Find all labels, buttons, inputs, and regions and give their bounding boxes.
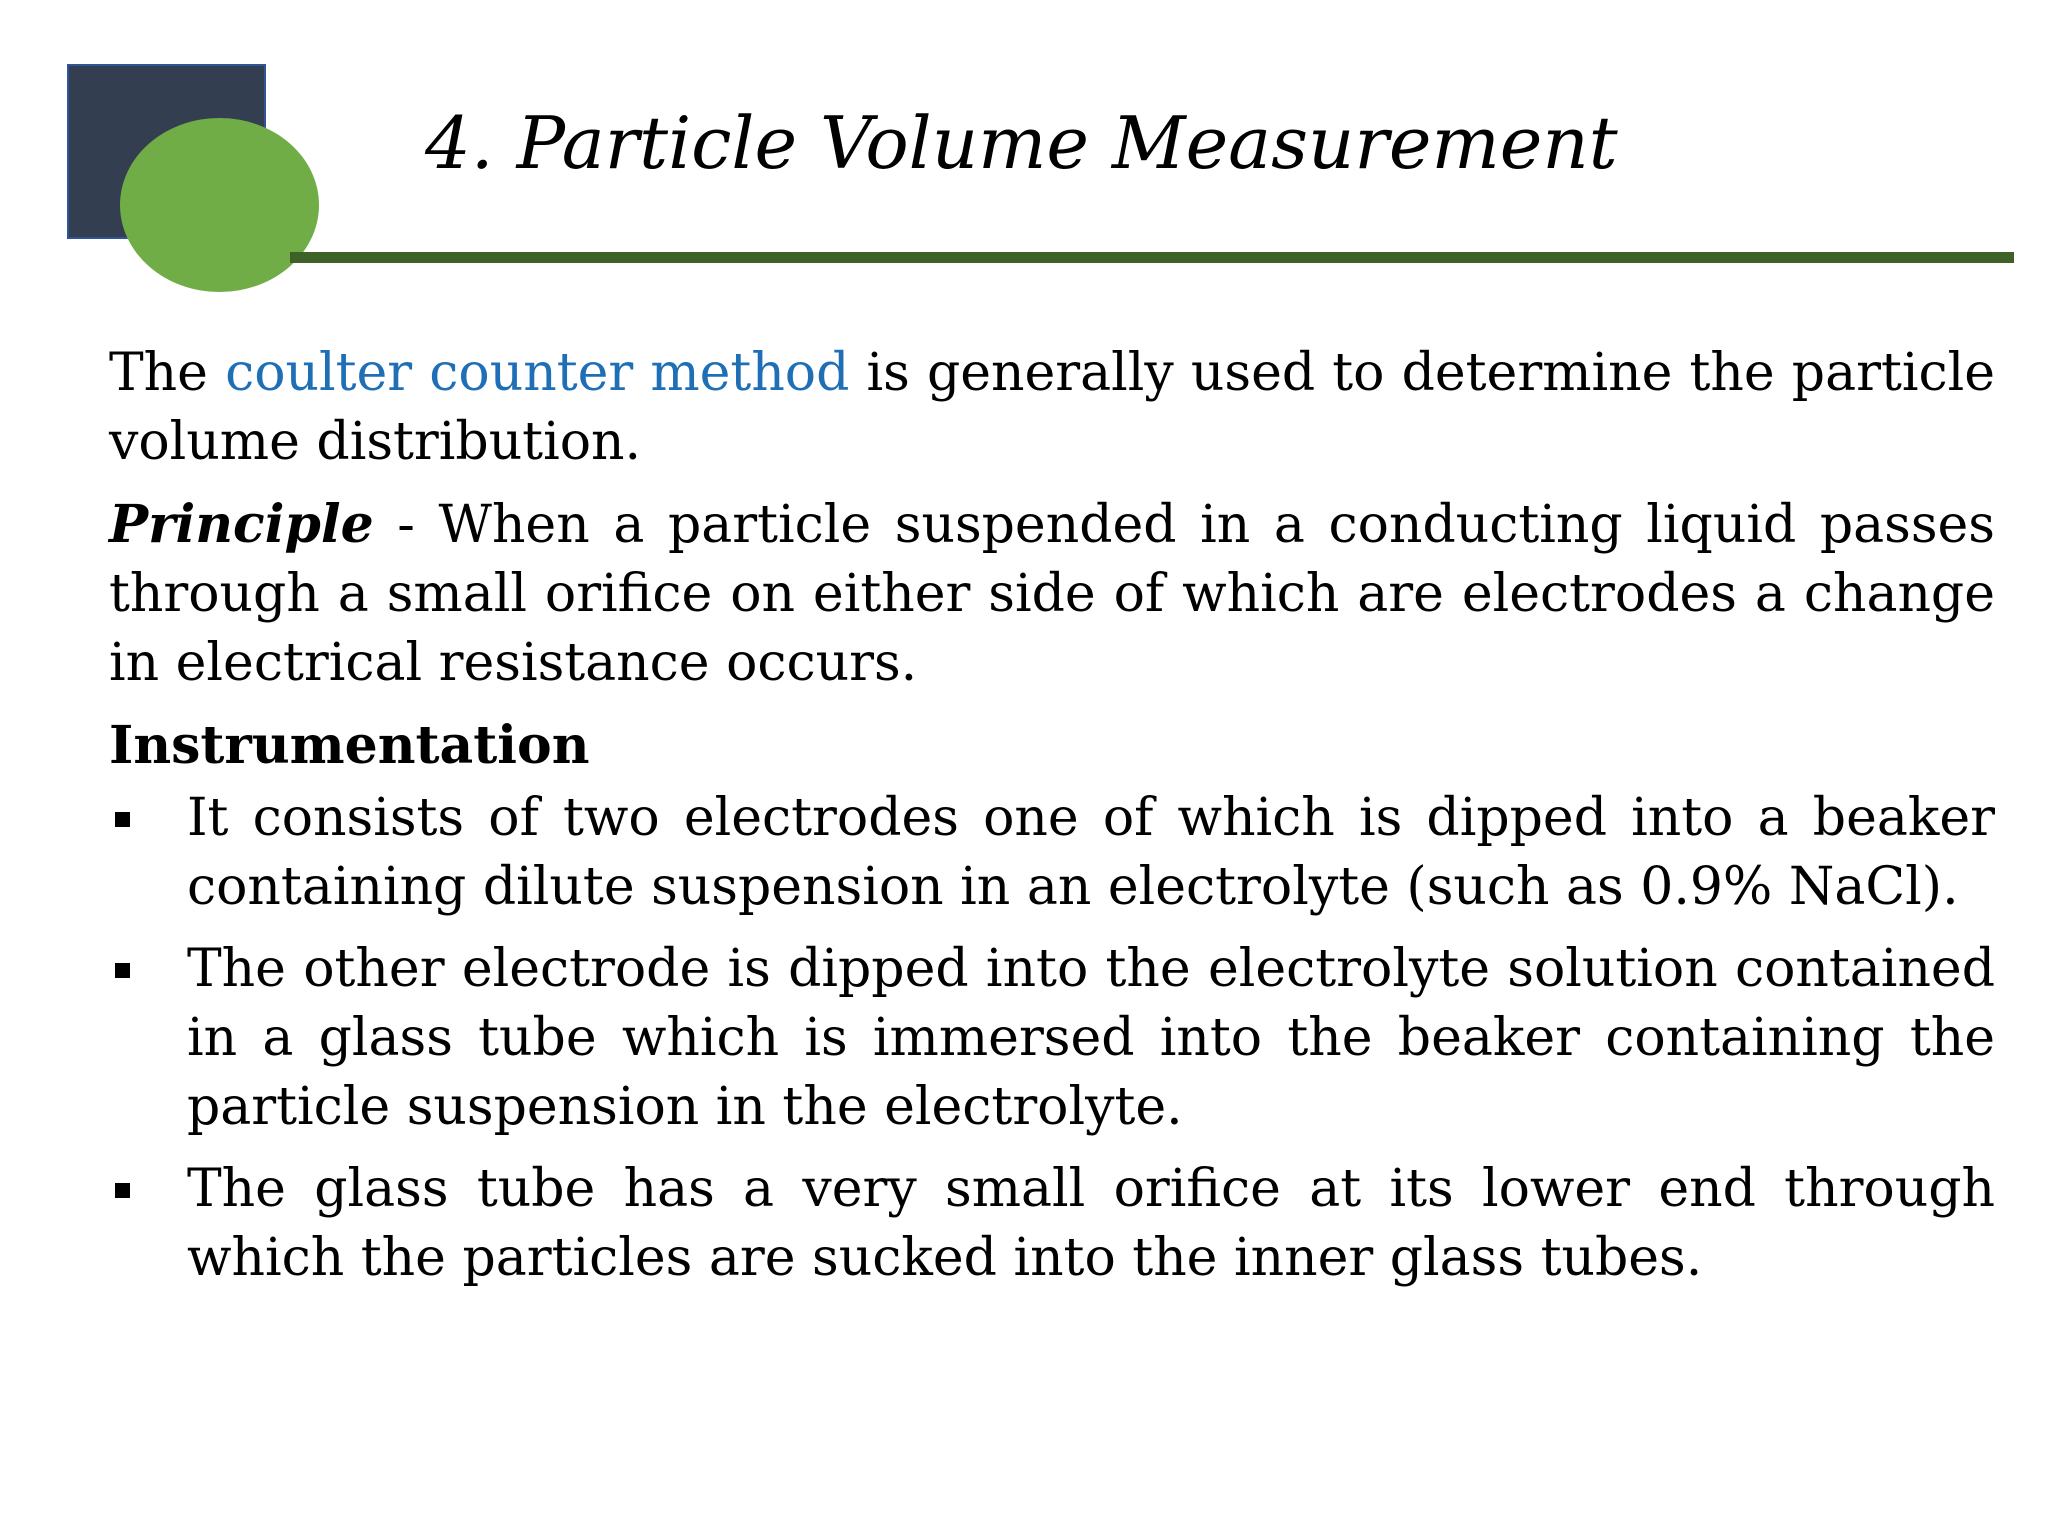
slide-title: 4. Particle Volume Measurement (425, 101, 1618, 185)
intro-rest: is generally used to determine the particle volume distribution. (109, 343, 1995, 472)
principle-text: - When a particle suspended in a conducting liquid passes through a small orifice on either side of which are electrodes a change in electrical resistance occurs. (109, 495, 1995, 693)
instrumentation-list (109, 784, 1995, 1293)
list-item (109, 935, 1995, 1142)
list-item-text: The other electrode is dipped into the electrolyte solution contained in a glass tube which is immersed into the beaker containing the particle suspension in the electrolyte. (187, 939, 1995, 1137)
square-bullet-icon (115, 812, 130, 827)
title-underline (290, 252, 2014, 263)
decorative-circle (120, 118, 319, 292)
square-bullet-icon (115, 1183, 130, 1198)
list-item-text: The glass tube has a very small orifice at its lower end through which the particles are sucked into the inner glass tubes. (187, 1159, 1995, 1288)
list-item (109, 784, 1995, 922)
principle-label: Principle (109, 494, 374, 555)
list-item-text: It consists of two electrodes one of which is dipped into a beaker containing dilute suspension in an electrolyte (such as 0.9% NaCl). (187, 788, 1995, 917)
square-bullet-icon (115, 963, 130, 978)
principle-paragraph (109, 490, 1995, 698)
intro-lead: The (109, 343, 226, 403)
slide-body (109, 339, 1995, 1306)
instrumentation-heading: Instrumentation (109, 715, 590, 776)
list-item (109, 1155, 1995, 1293)
intro-highlight: coulter counter method (225, 343, 850, 403)
intro-paragraph (109, 339, 1995, 477)
